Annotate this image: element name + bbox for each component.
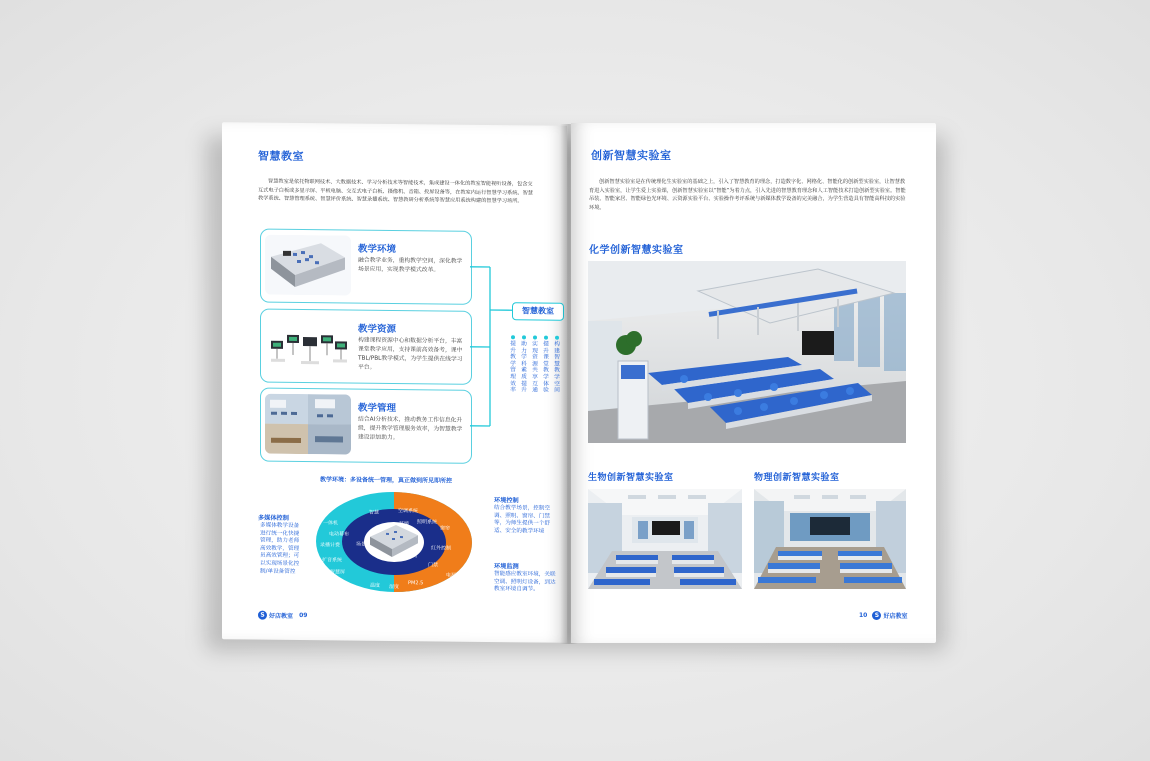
- page-number: 10: [859, 612, 868, 619]
- card-desc: 融合教学业务，重构教学空间，深化教学场景应用，实现教学模式改革。: [358, 257, 463, 274]
- env-caption: 教学环境：多设备统一管理，真正做到所见即所控: [320, 476, 453, 485]
- left-intro: 智慧教室是依托物联网技术、大数据技术、学习分析技术等智能技术，集成建设一体化的教室智能视听设备，包含交互式电子白板或多显示屏、平板电脑、交互式电子白板、摄像机、音箱、投屏设备等，在教室内运行智慧学习系统、智慧教学系统、智慧管理系统、智慧评价系统、智慧录播系统、智慧教研分析系统等智慧应用系统构建的智慧学习场所。: [258, 178, 533, 205]
- ring-label-inner: 环境: [399, 521, 410, 528]
- card-desc: 构建课程资源中心和数据分析平台，丰富课堂教学应用，支持课前高效备考，课中TBL/PBL教学模式，为学生提供在线学习平台。: [358, 337, 463, 371]
- vertical-point: 实现资源共享互通: [531, 335, 539, 394]
- env-control-text: 结合教学场景，控制空调、照明、窗帘、门禁等，为师生提供一个舒适、安全的教学环境: [494, 505, 550, 535]
- ring-label: 温度: [370, 582, 381, 589]
- ring-label-inner: 场景: [356, 541, 367, 548]
- left-page-title: 智慧教室: [258, 149, 304, 164]
- vertical-point: 构建智慧教学空间: [553, 336, 561, 395]
- right-intro: 创新智慧实验室是在传统理化生实验室的基础之上，引入了智慧教育的理念，打造数字化、网格化、智能化的创新型实验室，让智慧教育进入实验室，让学生爱上实验课，创新智慧实验室以“智能”为着力点，引入先进的智慧教育理念和人工智能技术打造创新型实验室。智能吊装、智能家居、智能绿色光环境、云资源实验平台、实验操作考评系统与新媒体教学设备的完美融合，为学生营造具有智能高科技的实验环境。: [589, 179, 906, 211]
- env-control-title: 环境控制: [494, 497, 519, 505]
- chem-lab-title: 化学创新智慧实验室: [589, 245, 684, 256]
- right-footer: [859, 611, 907, 620]
- vertical-point: 助力学科素质提升: [520, 335, 528, 394]
- multimedia-title: 多媒体控制: [258, 514, 289, 522]
- env-monitor-title: 环境监测: [494, 563, 519, 571]
- env-monitor-text: 智能感应教室环境，关联空调、照明灯设备，到达教室环境自调节。: [494, 571, 556, 593]
- ring-label: 门禁: [428, 562, 439, 569]
- vertical-point: 提升教学管理效率: [509, 335, 517, 394]
- ring-label: 窗帘: [440, 525, 451, 532]
- page-number: 09: [299, 612, 308, 620]
- ring-label: 照明系统: [417, 519, 438, 526]
- card-title: 教学管理: [358, 402, 397, 415]
- ring-label: 电源: [446, 572, 457, 579]
- ring-label: PM2.5: [408, 580, 424, 587]
- ring-label: 空调系统: [398, 508, 419, 515]
- logo-text: 好店教室: [269, 612, 294, 620]
- ring-label: 电动幕布: [329, 531, 350, 538]
- multimedia-text: 多媒体教学设备进行统一化快捷管理，助力老师高效教学，管理员高效管理；可以实现场景化控制/单设备管控: [260, 522, 300, 575]
- left-footer: [258, 611, 307, 621]
- right-page: [571, 123, 936, 643]
- brand-logo-icon: S: [258, 611, 267, 620]
- phys-lab-photo: [754, 489, 906, 589]
- vertical-point: 提升课堂教学体验: [542, 336, 550, 395]
- card-title: 教学环境: [358, 243, 397, 256]
- right-page-title: 创新智慧实验室: [591, 149, 672, 162]
- phys-lab-title: 物理创新智慧实验室: [754, 473, 840, 483]
- ring-label: 一体机: [323, 520, 339, 527]
- ring-label: 湿度: [389, 583, 400, 591]
- bio-lab-photo: [588, 489, 742, 589]
- ring-label: 智慧屏: [330, 569, 346, 576]
- ring-label: 扩音系统: [322, 557, 343, 564]
- chem-lab-photo: [588, 261, 906, 443]
- card-desc: 结合AI分析技术，推动教务工作信息化升级，提升教学管理服务效率，为智慧教学建设添加助力。: [358, 416, 463, 442]
- ring-label: 录播计费: [320, 542, 341, 549]
- bio-lab-title: 生物创新智慧实验室: [588, 473, 674, 483]
- logo-text: 好店教室: [883, 613, 908, 620]
- left-page: [222, 122, 567, 643]
- ring-label-inner: 智慧: [369, 509, 380, 516]
- brand-logo-icon: S: [872, 611, 881, 620]
- ring-label: 红外控制: [431, 545, 452, 552]
- hub-label: 智慧教室: [512, 302, 564, 321]
- ring-label-inner: 监测: [407, 553, 418, 560]
- card-title: 教学资源: [358, 323, 397, 336]
